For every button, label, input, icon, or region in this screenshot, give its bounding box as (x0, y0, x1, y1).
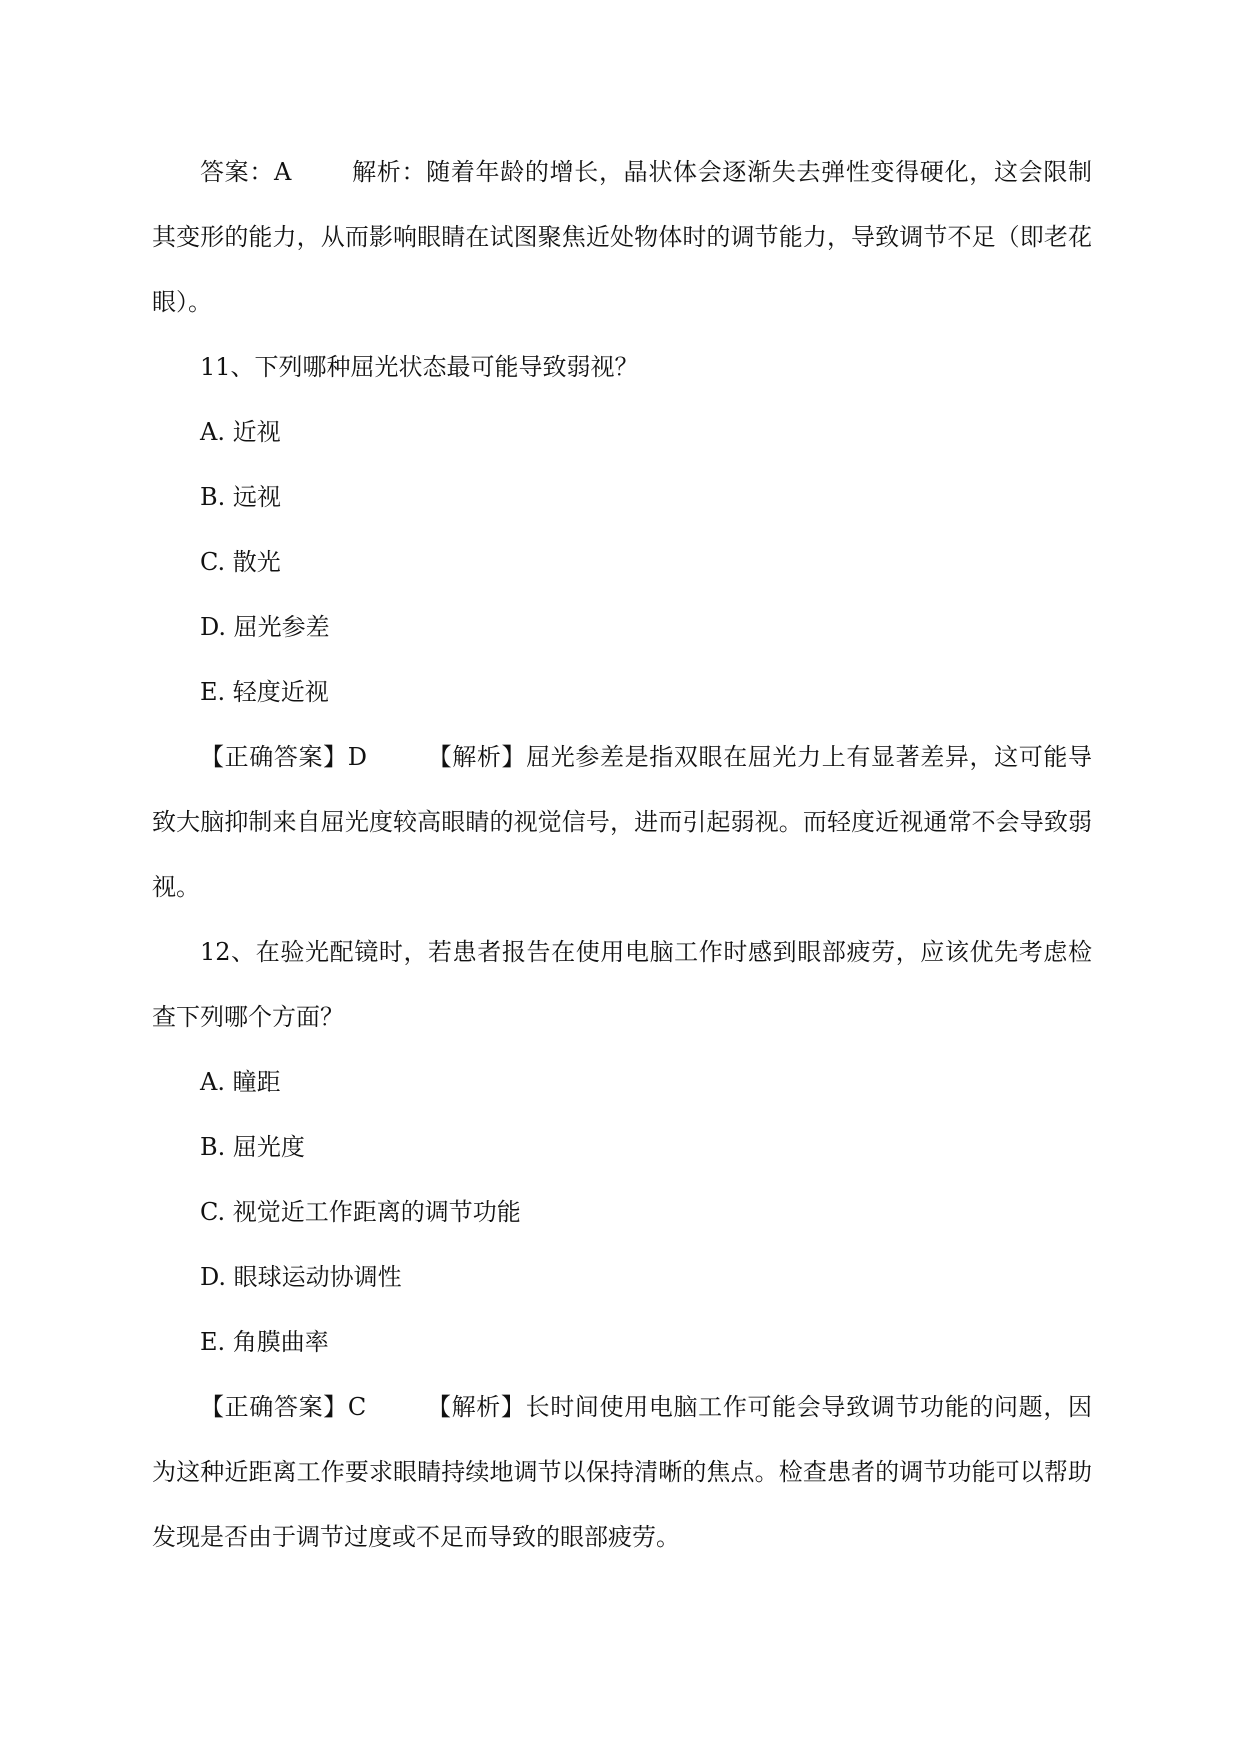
q12-option-d: D. 眼球运动协调性 (200, 1263, 402, 1291)
q12-answer-label: 【正确答案】C (200, 1393, 367, 1421)
q11-answer-label: 【正确答案】D (200, 743, 368, 771)
prev-answer-paragraph (152, 140, 1092, 335)
prev-answer-label: 答案：A (200, 158, 292, 186)
q12-option-b: B. 屈光度 (200, 1133, 305, 1161)
q12-option-e: E. 角膜曲率 (200, 1328, 329, 1356)
q11-answer-paragraph (152, 725, 1092, 920)
q12-answer-paragraph (152, 1375, 1092, 1570)
question-11: 11、下列哪种屈光状态最可能导致弱视？ (200, 353, 639, 381)
q11-option-c: C. 散光 (200, 548, 281, 576)
question-12: 12、在验光配镜时，若患者报告在使用电脑工作时感到眼部疲劳，应该优先考虑检查下列哪个方面？ (152, 938, 1092, 1031)
prev-answer-explanation: 解析：随着年龄的增长，晶状体会逐渐失去弹性变得硬化，这会限制其变形的能力，从而影响眼睛在试图聚焦近处物体时的调节能力，导致调节不足（即老花眼）。 (152, 158, 1093, 316)
document-page (152, 140, 1092, 1570)
q11-explanation: 【解析】屈光参差是指双眼在屈光力上有显著差异，这可能导致大脑抑制来自屈光度较高眼睛的视觉信号，进而引起弱视。而轻度近视通常不会导致弱视。 (152, 743, 1092, 901)
q11-option-d: D. 屈光参差 (200, 613, 330, 641)
q12-option-c: C. 视觉近工作距离的调节功能 (200, 1198, 521, 1226)
q11-option-e: E. 轻度近视 (200, 678, 329, 706)
q12-explanation: 【解析】长时间使用电脑工作可能会导致调节功能的问题，因为这种近距离工作要求眼睛持续地调节以保持清晰的焦点。检查患者的调节功能可以帮助发现是否由于调节过度或不足而导致的眼部疲劳。 (152, 1393, 1092, 1551)
q11-option-b: B. 远视 (200, 483, 281, 511)
q12-option-a: A. 瞳距 (200, 1068, 281, 1096)
q11-option-a: A. 近视 (200, 418, 281, 446)
